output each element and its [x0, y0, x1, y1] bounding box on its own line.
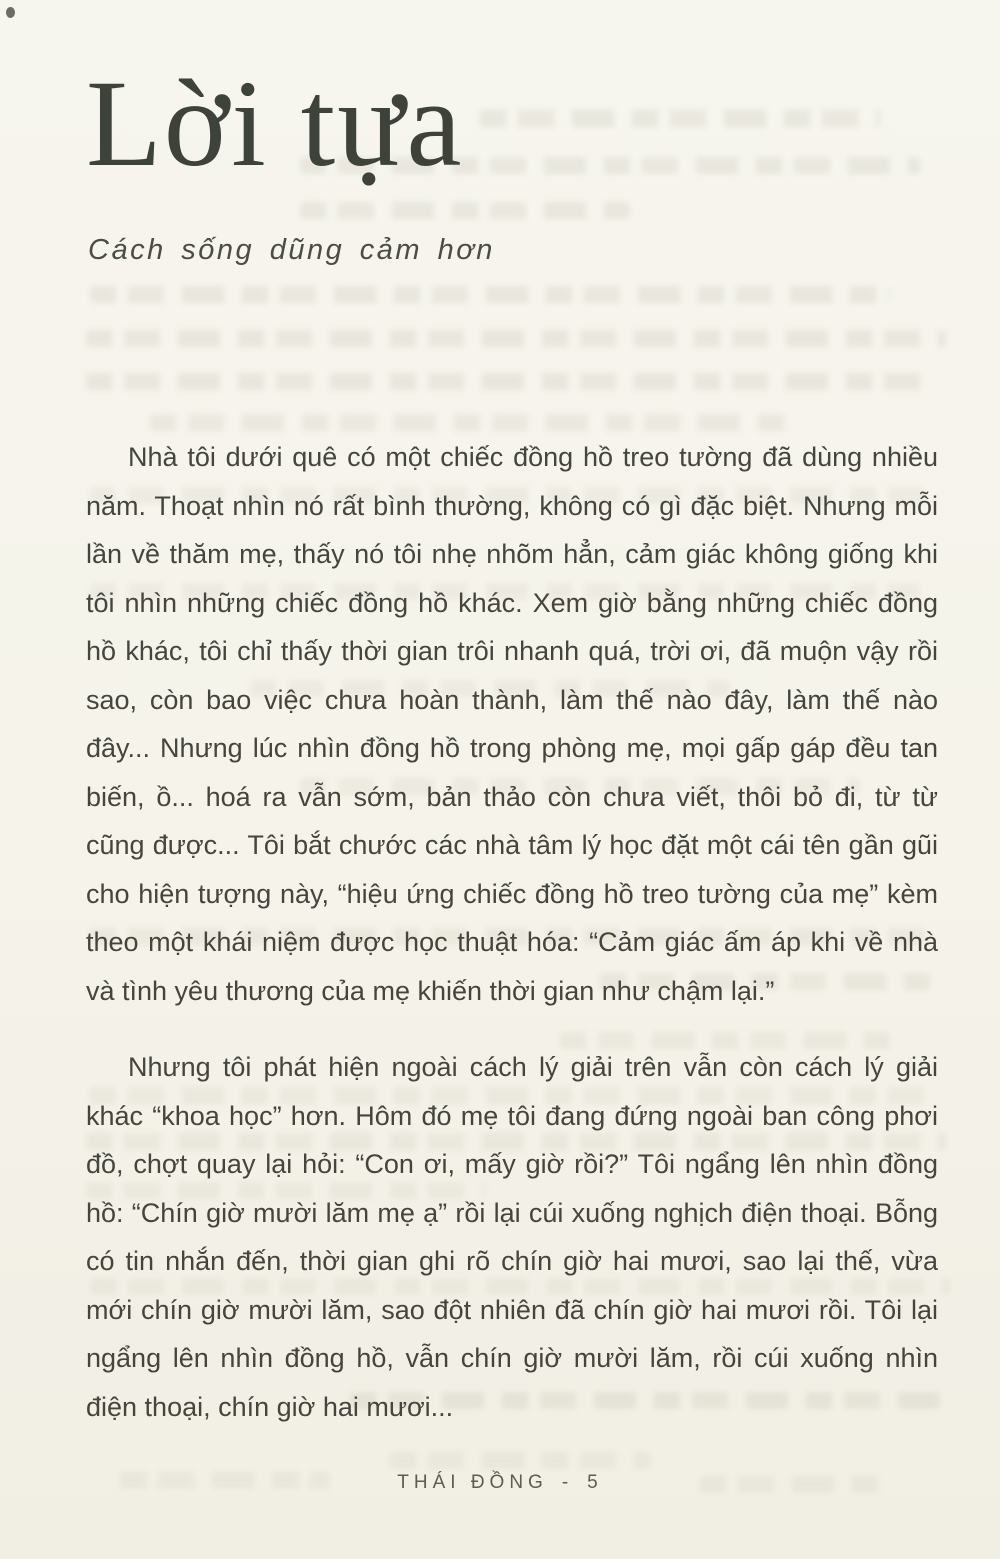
paragraph-2: Nhưng tôi phát hiện ngoài cách lý giải trên vẫn còn cách lý giải khác “khoa học” hơn. Hôm đó mẹ tôi đang đứng ngoài ban công phơi đồ, chợt quay lại hỏi: “Con ơi, mấy giờ rồi?” Tôi ngẩng lên nhìn đồng hồ: “Chín giờ mười lăm mẹ ạ” rồi lại cúi xuống nghịch điện thoại. Bỗng có tin nhắn đến, thời gian ghi rõ chín giờ hai mươi, sao lại thế, vừa mới chín giờ mười lăm, sao đột nhiên đã chín giờ hai mươi rồi. Tôi lại ngẩng lên nhìn đồng hồ, vẫn chín giờ mười lăm, rồi cúi xuống nhìn điện thoại, chín giờ hai mươi...	[86, 1052, 938, 1422]
body-text	[86, 433, 938, 1459]
bleed-through-smudge	[300, 202, 630, 219]
bleed-through-smudge	[150, 414, 790, 431]
bleed-through-smudge	[90, 286, 890, 303]
page-footer	[0, 1472, 1000, 1494]
bleed-through-smudge	[480, 110, 880, 127]
bleed-through-smudge	[86, 373, 926, 390]
paragraph-1: Nhà tôi dưới quê có một chiếc đồng hồ treo tường đã dùng nhiều năm. Thoạt nhìn nó rất bình thường, không có gì đặc biệt. Nhưng mỗi lần về thăm mẹ, thấy nó tôi nhẹ nhõm hẳn, cảm giác không giống khi tôi nhìn những chiếc đồng hồ khác. Xem giờ bằng những chiếc đồng hồ khác, tôi chỉ thấy thời gian trôi nhanh quá, trời ơi, đã muộn vậy rồi sao, còn bao việc chưa hoàn thành, làm thế nào đây, làm thế nào đây... Nhưng lúc nhìn đồng hồ trong phòng mẹ, mọi gấp gáp đều tan biến, ồ... hoá ra vẫn sớm, bản thảo còn chưa viết, thôi bỏ đi, từ từ cũng được... Tôi bắt chước các nhà tâm lý học đặt một cái tên gần gũi cho hiện tượng này, “hiệu ứng chiếc đồng hồ treo tường của mẹ” kèm theo một khái niệm được học thuật hóa: “Cảm giác ấm áp khi về nhà và tình yêu thương của mẹ khiến thời gian như chậm lại.”	[86, 442, 938, 1006]
scan-speck	[6, 7, 15, 18]
footer-page-number: 5	[587, 1472, 603, 1493]
bleed-through-smudge	[86, 330, 946, 347]
page-subtitle: Cách sống dũng cảm hơn	[88, 234, 495, 266]
footer-separator: -	[561, 1472, 574, 1493]
footer-author: THÁI ĐỒNG	[397, 1472, 548, 1493]
page-title: Lời tựa	[86, 55, 464, 192]
